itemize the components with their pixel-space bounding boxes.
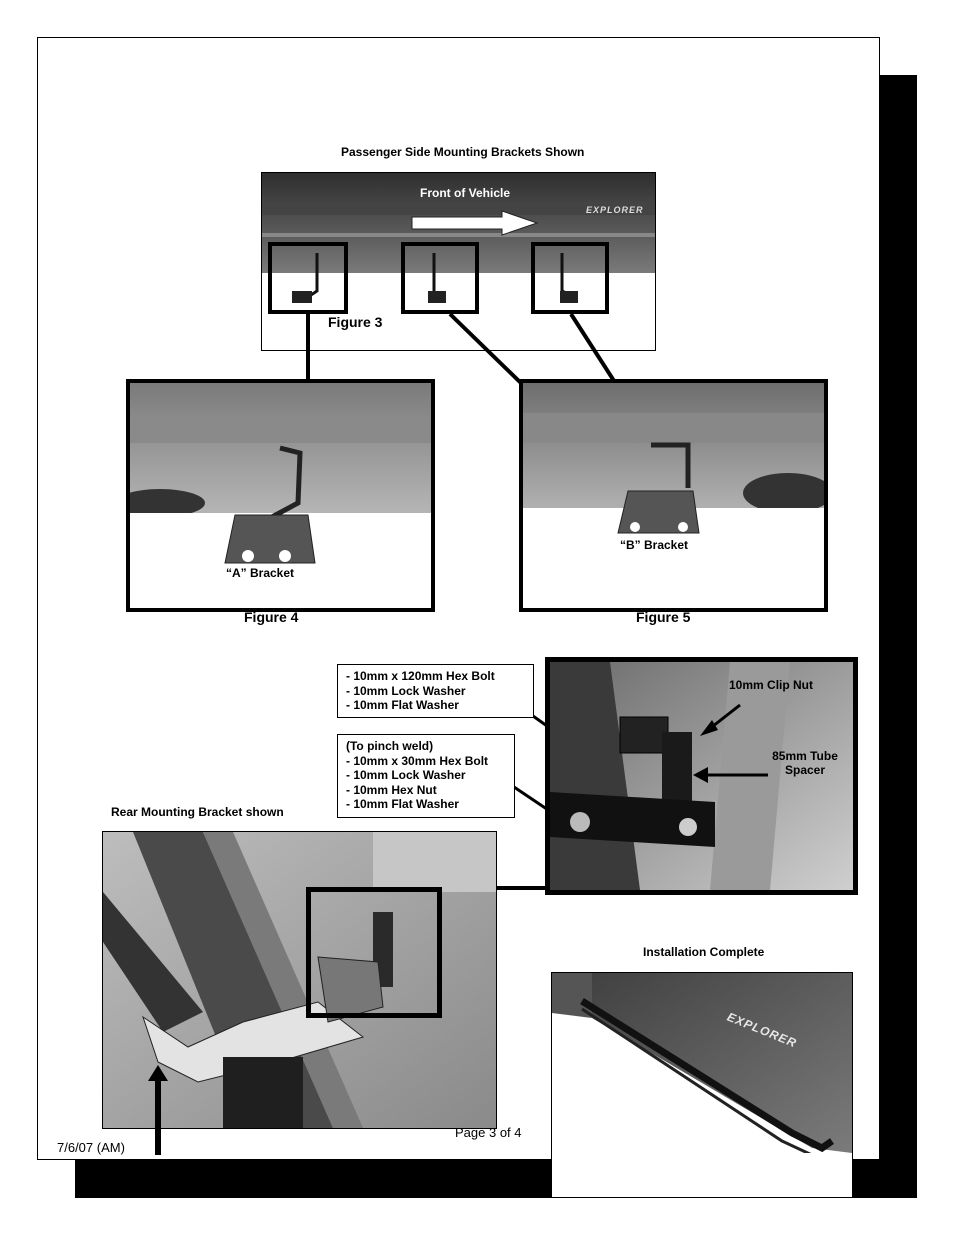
callout-lower-line: - 10mm x 30mm Hex Bolt bbox=[346, 753, 489, 768]
callout-upper-line: - 10mm Lock Washer bbox=[346, 683, 466, 698]
installation-complete-caption: Installation Complete bbox=[643, 945, 765, 959]
b-bracket-label: “B” Bracket bbox=[620, 538, 689, 552]
front-of-vehicle-label: Front of Vehicle bbox=[420, 186, 511, 200]
hardware-callout-lower bbox=[337, 734, 515, 818]
figure5-label: Figure 5 bbox=[636, 609, 691, 625]
tube-spacer-label bbox=[770, 749, 840, 777]
figure5-photo bbox=[519, 379, 828, 612]
explorer-badge: EXPLORER bbox=[586, 205, 644, 215]
tube-spacer-label-line1: 85mm Tube bbox=[772, 749, 838, 763]
tube-spacer-label-line2: Spacer bbox=[784, 763, 826, 777]
top-caption: Passenger Side Mounting Brackets Shown bbox=[341, 145, 585, 159]
figure3-label: Figure 3 bbox=[328, 314, 383, 330]
figure4-label: Figure 4 bbox=[244, 609, 299, 625]
rear-detail-box bbox=[306, 887, 442, 1018]
complete-explorer-badge: EXPLORER bbox=[725, 1009, 799, 1051]
callout-lower-line: (To pinch weld) bbox=[346, 739, 434, 753]
figure5-illustration bbox=[523, 383, 824, 608]
figure3-box-c bbox=[531, 242, 609, 314]
callout-lower-line: - 10mm Hex Nut bbox=[346, 782, 437, 797]
installation-complete-photo bbox=[551, 972, 853, 1198]
a-bracket-label: “A” Bracket bbox=[226, 566, 295, 580]
clip-nut-label: 10mm Clip Nut bbox=[729, 678, 814, 692]
hardware-callout-upper bbox=[337, 664, 534, 718]
rear-caption: Rear Mounting Bracket shown bbox=[111, 805, 284, 819]
callout-lower-line: - 10mm Lock Washer bbox=[346, 768, 466, 782]
footer-date: 7/6/07 (AM) bbox=[57, 1140, 125, 1155]
up-arrow-icon bbox=[148, 1065, 168, 1155]
footer-page-number: Page 3 of 4 bbox=[455, 1125, 522, 1140]
callout-lower-line: - 10mm Flat Washer bbox=[346, 797, 459, 811]
callout-upper-line: - 10mm Flat Washer bbox=[346, 698, 459, 712]
installation-complete-illustration bbox=[552, 973, 852, 1197]
figure3-box-a bbox=[268, 242, 348, 314]
callout-upper-line: - 10mm x 120mm Hex Bolt bbox=[346, 669, 495, 683]
figure3-box-b bbox=[401, 242, 479, 314]
